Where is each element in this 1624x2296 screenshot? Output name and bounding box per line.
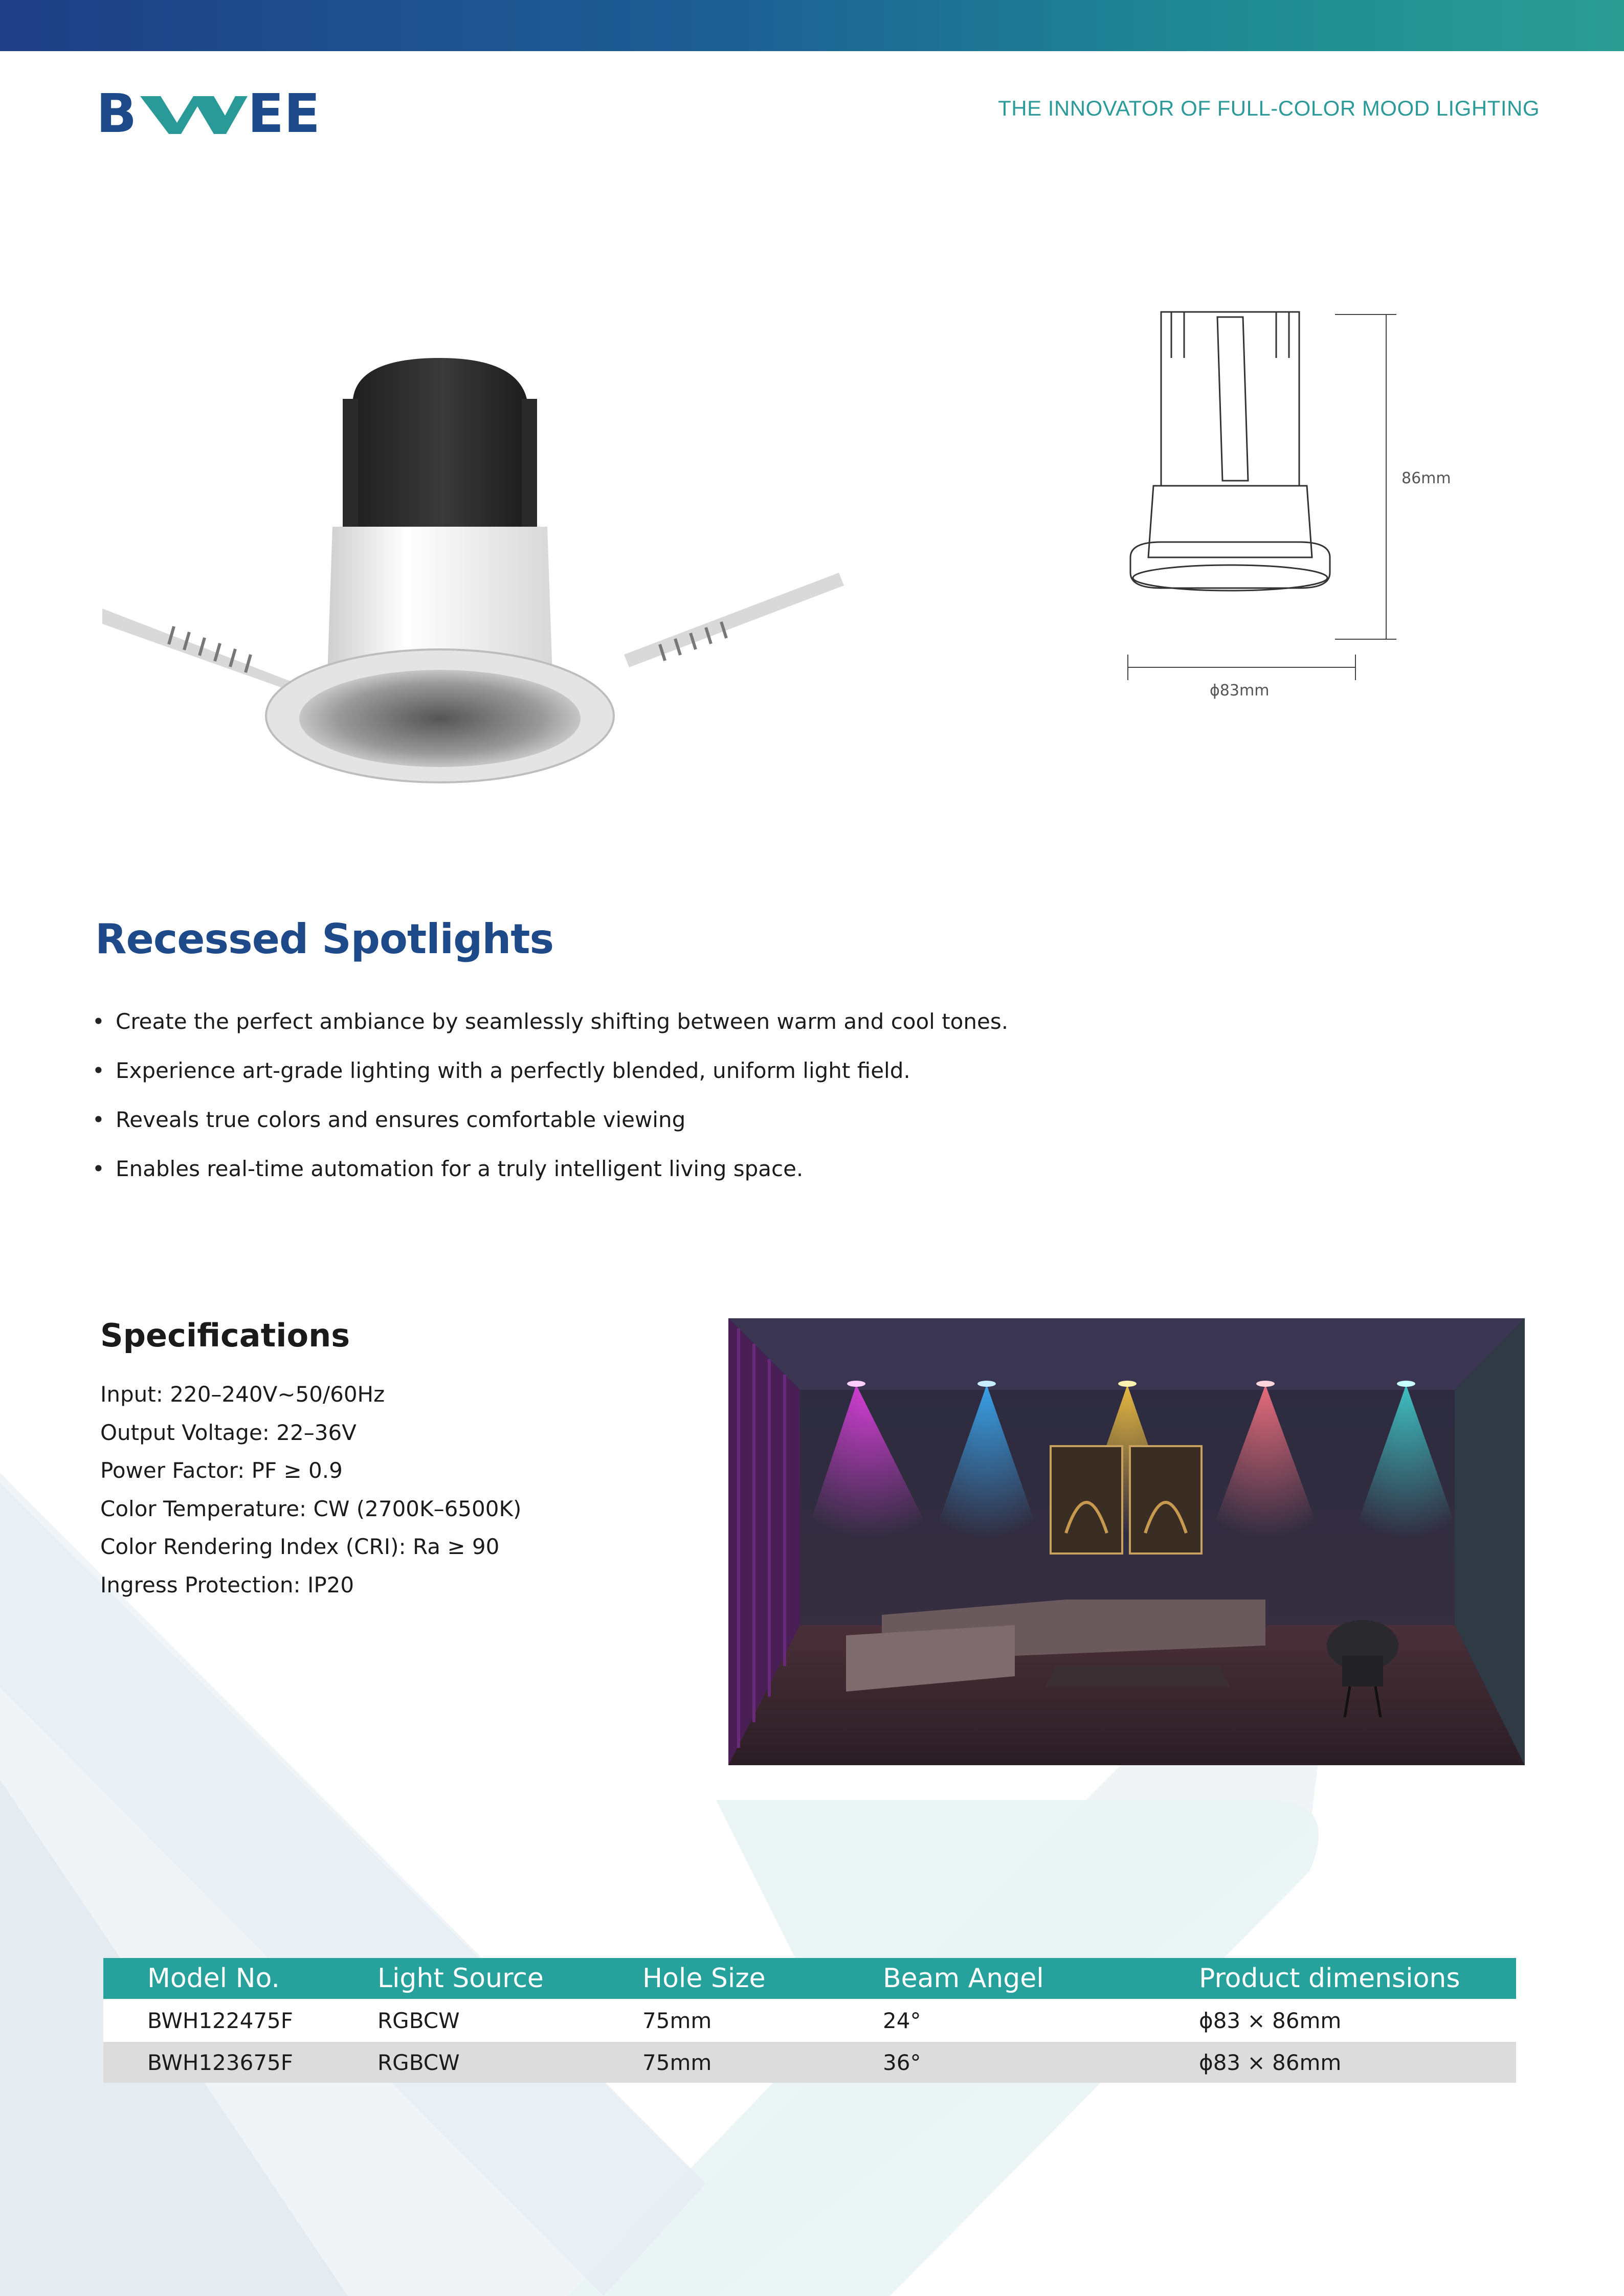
table-row xyxy=(103,2042,1516,2083)
spec-output-voltage: Output Voltage: 22–36V xyxy=(100,1420,357,1445)
bullet-icon: • xyxy=(92,1058,105,1083)
header-beam-angle: Beam Angel xyxy=(839,1958,1155,1999)
header-product-dimensions: Product dimensions xyxy=(1155,1958,1516,1999)
table-row xyxy=(103,1999,1516,2042)
table-cell: 75mm xyxy=(598,1999,839,2042)
table-header-row xyxy=(103,1958,1516,1999)
brand-tagline: THE INNOVATOR OF FULL-COLOR MOOD LIGHTING xyxy=(998,96,1540,120)
specifications-heading: Specifications xyxy=(100,1317,350,1354)
header-model-no: Model No. xyxy=(103,1958,333,1999)
feature-list xyxy=(92,997,1008,1194)
svg-text:B: B xyxy=(96,87,137,138)
product-title: Recessed Spotlights xyxy=(95,915,554,963)
table-cell: RGBCW xyxy=(333,1999,598,2042)
living-room-photo xyxy=(728,1318,1525,1765)
header-light-source: Light Source xyxy=(333,1958,598,1999)
svg-text:EE: EE xyxy=(248,87,321,138)
model-table xyxy=(103,1958,1516,2083)
table-cell: BWH123675F xyxy=(103,2042,333,2083)
spec-color-temperature: Color Temperature: CW (2700K–6500K) xyxy=(100,1496,522,1521)
table-cell: RGBCW xyxy=(333,2042,598,2083)
table-cell: 75mm xyxy=(598,2042,839,2083)
specifications-list xyxy=(100,1376,521,1604)
feature-item: • Create the perfect ambiance by seamlessly shifting between warm and cool tones. xyxy=(92,997,1008,1046)
spec-input: Input: 220–240V~50/60Hz xyxy=(100,1382,385,1407)
height-dimension-label: 86mm xyxy=(1401,469,1451,487)
diameter-dimension-label: ϕ83mm xyxy=(1210,682,1270,700)
spec-power-factor: Power Factor: PF ≥ 0.9 xyxy=(100,1458,343,1483)
bullet-icon: • xyxy=(92,1009,105,1034)
dimension-drawing xyxy=(1100,302,1499,711)
table-cell: BWH122475F xyxy=(103,1999,333,2042)
brand-logo xyxy=(96,87,331,138)
bullet-icon: • xyxy=(92,1156,105,1181)
product-photo-spotlight xyxy=(92,348,859,798)
feature-item: • Enables real-time automation for a truly intelligent living space. xyxy=(92,1144,1008,1194)
feature-item: • Reveals true colors and ensures comfortable viewing xyxy=(92,1095,1008,1144)
header-hole-size: Hole Size xyxy=(598,1958,839,1999)
table-cell: 24° xyxy=(839,1999,1155,2042)
feature-item: • Experience art-grade lighting with a perfectly blended, uniform light field. xyxy=(92,1046,1008,1095)
table-cell: ϕ83 × 86mm xyxy=(1155,2042,1516,2083)
table-cell: 36° xyxy=(839,2042,1155,2083)
table-cell: ϕ83 × 86mm xyxy=(1155,1999,1516,2042)
spec-ingress-protection: Ingress Protection: IP20 xyxy=(100,1572,354,1597)
bullet-icon: • xyxy=(92,1107,105,1132)
spec-cri: Color Rendering Index (CRI): Ra ≥ 90 xyxy=(100,1534,500,1559)
